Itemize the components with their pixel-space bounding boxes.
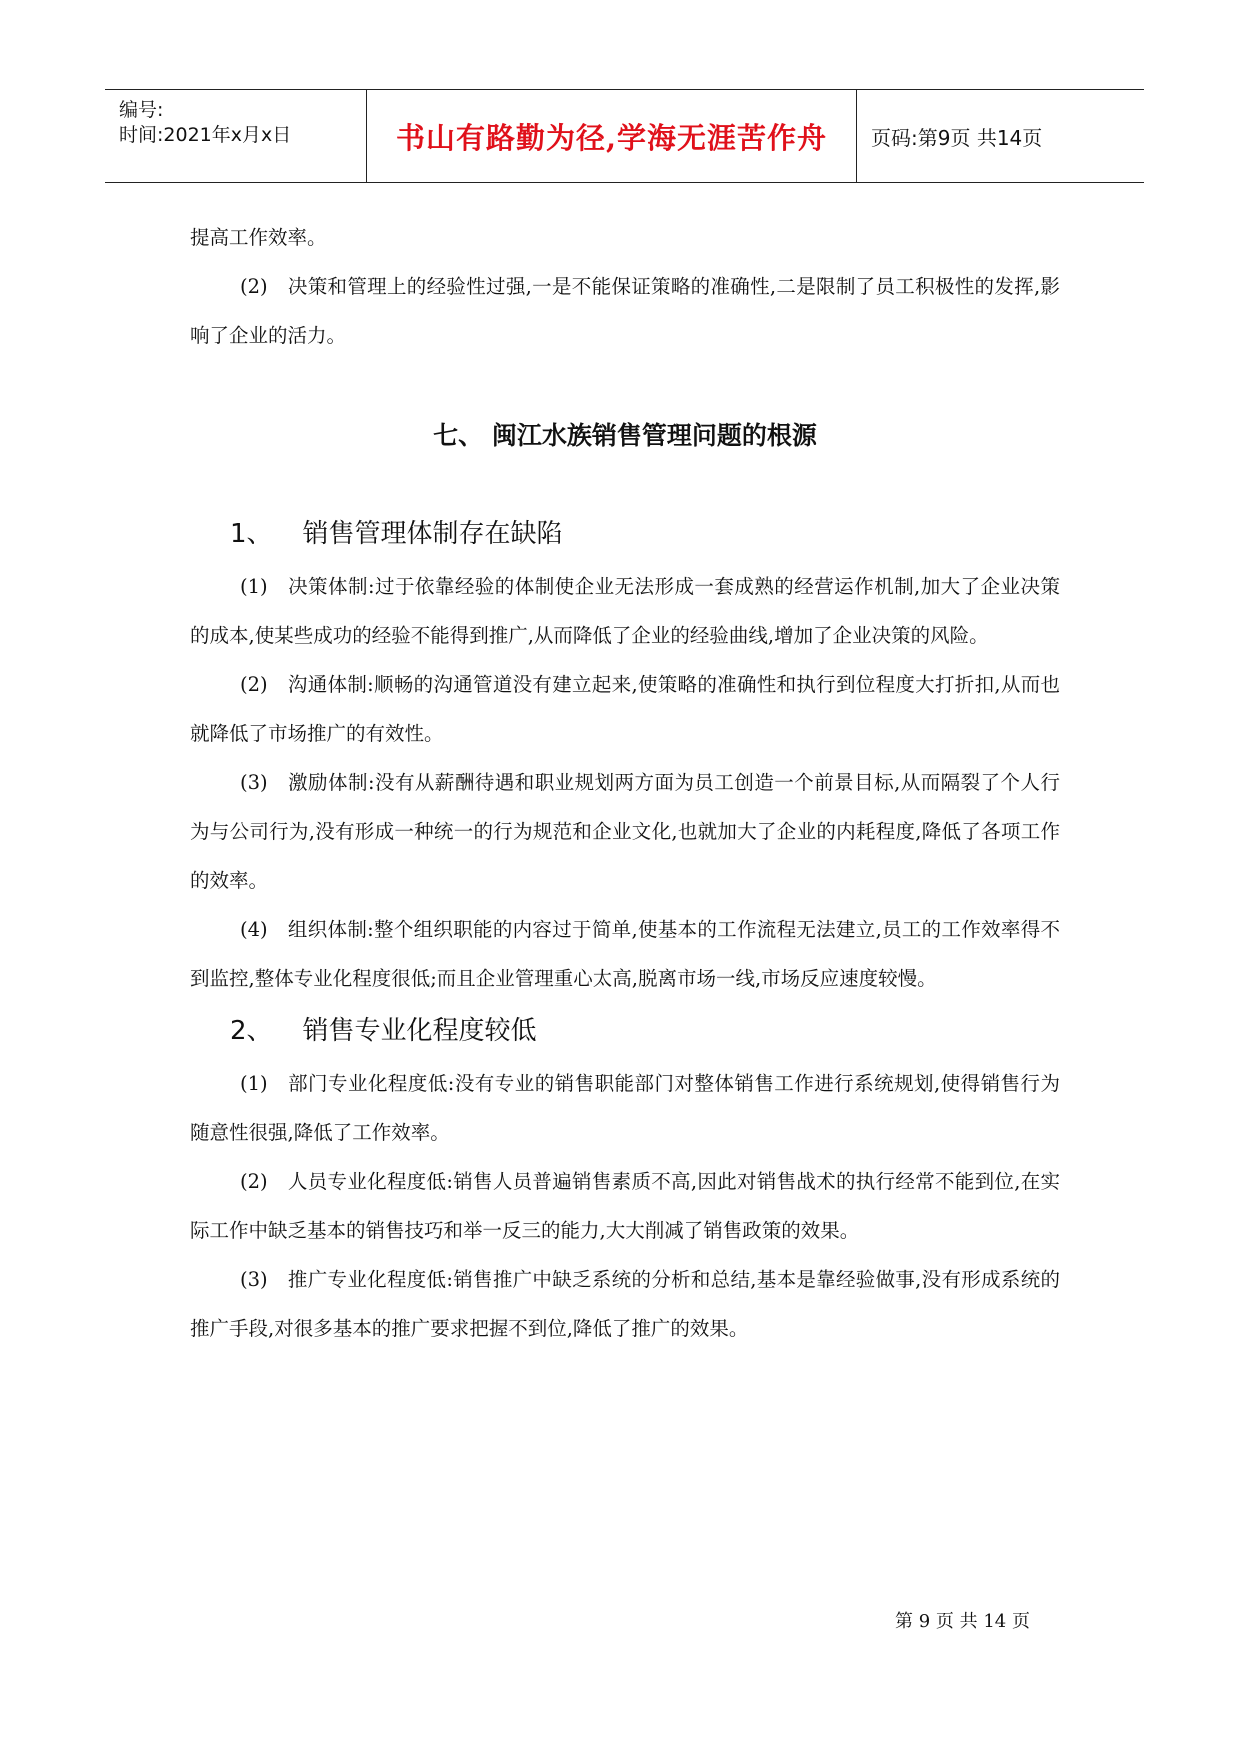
page-header bbox=[105, 89, 1144, 183]
paragraph-text: 决策和管理上的经验性过强,一是不能保证策略的准确性,二是限制了员工积极性的发挥,影响了企业的活力。 bbox=[190, 275, 1060, 347]
header-motto: 书山有路勤为径,学海无涯苦作舟 bbox=[367, 90, 857, 182]
paragraph-text: 提高工作效率。 bbox=[190, 226, 327, 249]
item-number: (1) bbox=[240, 575, 268, 598]
subsection-heading bbox=[190, 514, 1060, 554]
paragraph-text: 人员专业化程度低:销售人员普遍销售素质不高,因此对销售战术的执行经常不能到位,在实际工作中缺乏基本的销售技巧和举一反三的能力,大大削减了销售政策的效果。 bbox=[190, 1170, 1060, 1242]
subsection-title: 销售专业化程度较低 bbox=[302, 1016, 537, 1046]
paragraph bbox=[190, 213, 1060, 262]
item-number: (1) bbox=[240, 1072, 268, 1095]
item-number: (3) bbox=[240, 771, 268, 794]
item-number: (2) bbox=[240, 1170, 268, 1193]
paragraph-text: 组织体制:整个组织职能的内容过于简单,使基本的工作流程无法建立,员工的工作效率得不到监控,整体专业化程度很低;而且企业管理重心太高,脱离市场一线,市场反应速度较慢。 bbox=[190, 918, 1060, 990]
paragraph-text: 决策体制:过于依靠经验的体制使企业无法形成一套成熟的经营运作机制,加大了企业决策的成本,使某些成功的经验不能得到推广,从而降低了企业的经验曲线,增加了企业决策的风险。 bbox=[190, 575, 1060, 647]
item-number: (3) bbox=[240, 1268, 268, 1291]
paragraph bbox=[190, 562, 1060, 660]
item-number: (2) bbox=[240, 275, 268, 298]
paragraph bbox=[190, 905, 1060, 1003]
document-time-label: 时间:2021年x月x日 bbox=[119, 124, 292, 146]
document-number-label: 编号: bbox=[119, 99, 164, 121]
page-footer: 第 9 页 共 14 页 bbox=[895, 1611, 1030, 1632]
paragraph bbox=[190, 660, 1060, 758]
subsection-heading bbox=[190, 1011, 1060, 1051]
subsection-number: 1、 bbox=[230, 519, 273, 549]
paragraph bbox=[190, 1059, 1060, 1157]
section-heading: 七、 闽江水族销售管理问题的根源 bbox=[433, 421, 817, 450]
paragraph-text: 沟通体制:顺畅的沟通管道没有建立起来,使策略的准确性和执行到位程度大打折扣,从而也就降低了市场推广的有效性。 bbox=[190, 673, 1060, 745]
paragraph bbox=[190, 1255, 1060, 1353]
paragraph-text: 推广专业化程度低:销售推广中缺乏系统的分析和总结,基本是靠经验做事,没有形成系统的推广手段,对很多基本的推广要求把握不到位,降低了推广的效果。 bbox=[190, 1268, 1060, 1340]
document-body bbox=[190, 213, 1060, 1353]
paragraph bbox=[190, 758, 1060, 905]
subsection-number: 2、 bbox=[230, 1016, 273, 1046]
item-number: (4) bbox=[240, 918, 268, 941]
paragraph bbox=[190, 1157, 1060, 1255]
subsection-title: 销售管理体制存在缺陷 bbox=[302, 519, 563, 549]
header-meta bbox=[105, 90, 367, 182]
paragraph-text: 激励体制:没有从薪酬待遇和职业规划两方面为员工创造一个前景目标,从而隔裂了个人行为与公司行为,没有形成一种统一的行为规范和企业文化,也就加大了企业的内耗程度,降低了各项工作的效率。 bbox=[190, 771, 1060, 892]
paragraph-text: 部门专业化程度低:没有专业的销售职能部门对整体销售工作进行系统规划,使得销售行为随意性很强,降低了工作效率。 bbox=[190, 1072, 1060, 1144]
paragraph bbox=[190, 262, 1060, 360]
item-number: (2) bbox=[240, 673, 268, 696]
header-page-info: 页码:第9页 共14页 bbox=[871, 125, 1043, 150]
